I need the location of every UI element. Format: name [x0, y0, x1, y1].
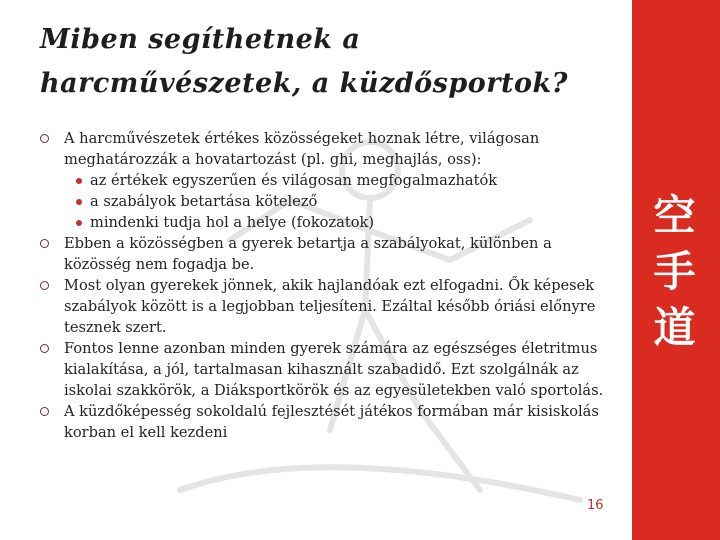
bullet-text: Fontos lenne azonban minden gyerek számára az egészséges életritmus kialakítása, a jól, tartalmasan kihasznált szabadidő. Ezt szolgálnák az iskolai szakkörök, a Diáksportkörök és az egyesületekben való sportolás.	[64, 340, 604, 399]
slide-title: Miben segíthetnek a harcművészetek, a küzdősportok?	[40, 24, 568, 99]
bullet-text: Ebben a közösségben a gyerek betartja a szabályokat, különben a közösség nem fogadja be.	[64, 235, 552, 273]
bullet-text: A küzdőképesség sokoldalú fejlesztését játékos formában már kisiskolás korban el kell kezdeni	[64, 403, 599, 441]
circle-bullet-icon	[40, 344, 49, 353]
sub-bullet-text: mindenki tudja hol a helye (fokozatok)	[90, 214, 375, 231]
circle-bullet-icon	[40, 134, 49, 143]
bullet-item	[40, 128, 612, 170]
circle-bullet-icon	[40, 239, 49, 248]
page-number: 16	[587, 498, 604, 513]
dot-bullet-icon	[76, 199, 82, 205]
bullet-text: Most olyan gyerekek jönnek, akik hajlandóak ezt elfogadni. Ők képesek szabályok között is a legjobban teljesíteni. Ezáltal később óriási előnyre tesznek szert.	[64, 277, 596, 336]
sub-bullet-text: a szabályok betartása kötelező	[90, 193, 318, 210]
red-sidebar	[629, 0, 720, 540]
circle-bullet-icon	[40, 407, 49, 416]
sub-bullet-item	[40, 170, 612, 191]
bullet-item	[40, 338, 612, 401]
bullet-item	[40, 401, 612, 443]
sub-bullet-text: az értékek egyszerűen és világosan megfogalmazhatók	[90, 172, 498, 189]
bullet-list	[40, 128, 612, 443]
karate-do-kanji	[629, 188, 720, 356]
circle-bullet-icon	[40, 281, 49, 290]
bullet-item	[40, 233, 612, 275]
bullet-text: A harcművészetek értékes közösségeket hoznak létre, világosan meghatározzák a hovatartozást (pl. ghi, meghajlás, oss):	[64, 130, 540, 168]
kanji-char: 手	[653, 247, 696, 296]
sub-bullet-item	[40, 191, 612, 212]
dot-bullet-icon	[76, 220, 82, 226]
dot-bullet-icon	[76, 178, 82, 184]
sub-bullet-list	[40, 170, 612, 233]
bullet-item	[40, 275, 612, 338]
kanji-char: 道	[653, 303, 696, 352]
kanji-char: 空	[653, 191, 696, 240]
sub-bullet-item	[40, 212, 612, 233]
